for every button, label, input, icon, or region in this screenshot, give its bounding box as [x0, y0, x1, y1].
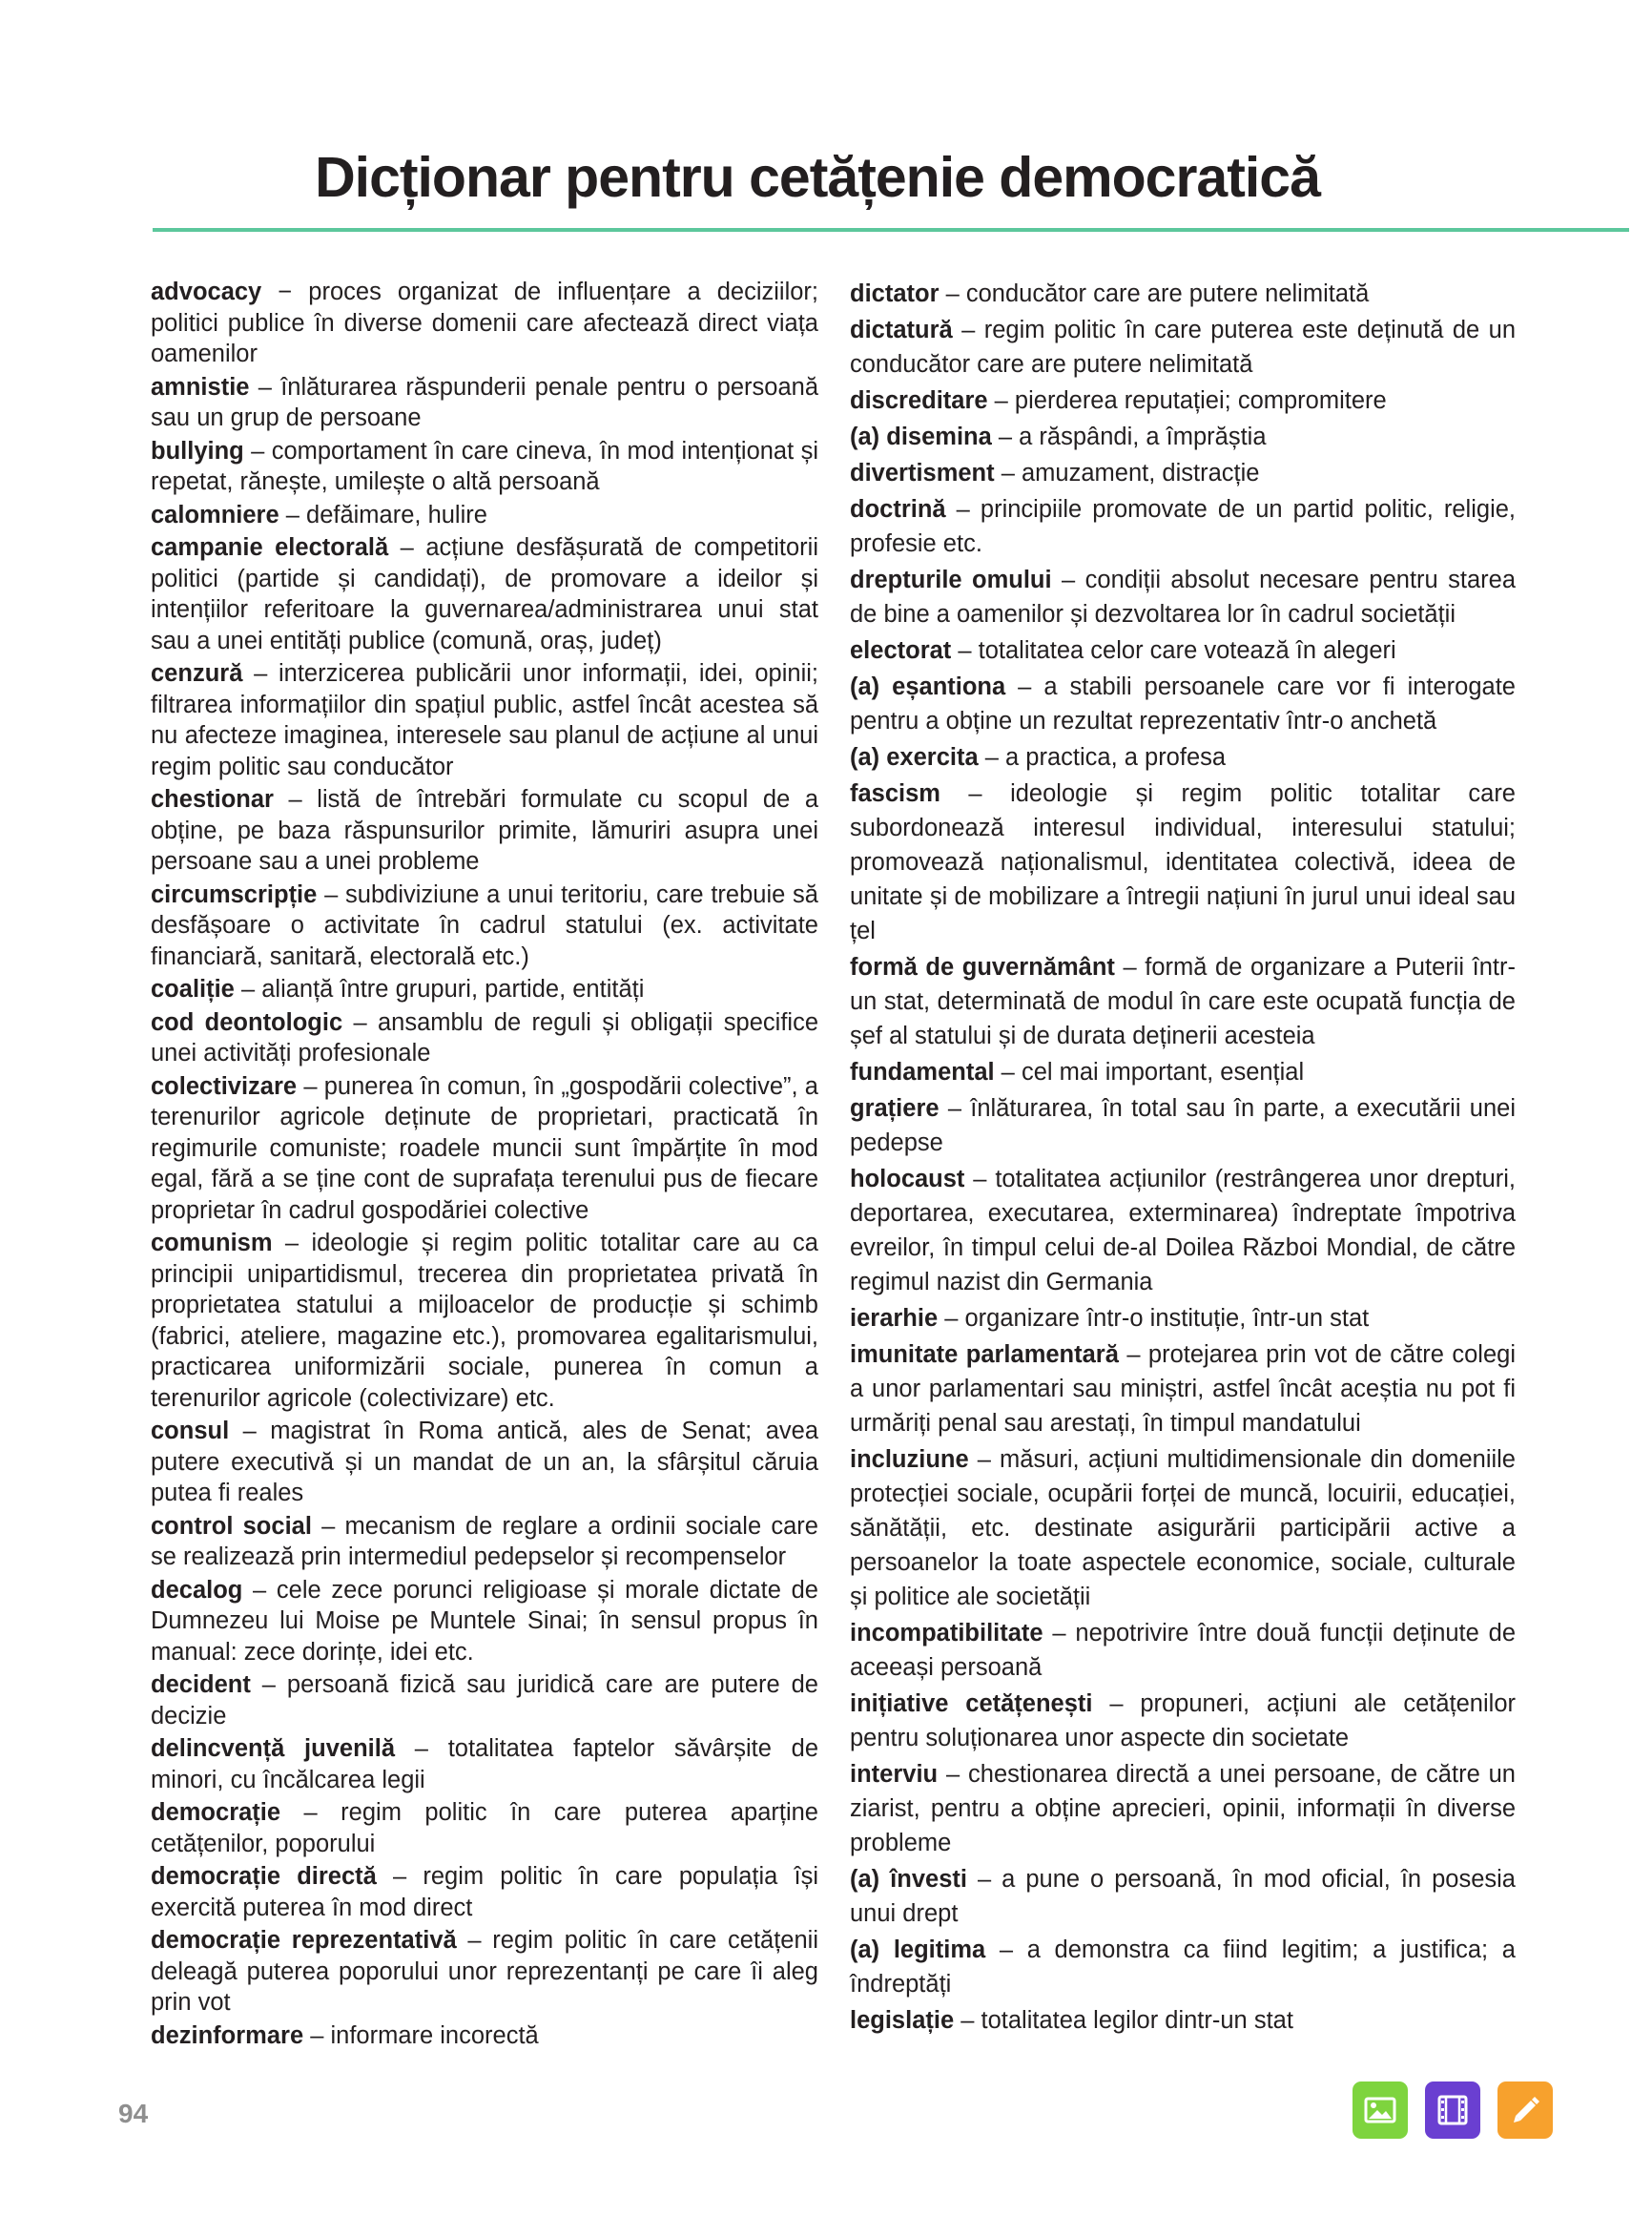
image-icon	[1361, 2091, 1399, 2129]
glossary-definition: – persoană fizică sau juridică care are putere de decizie	[151, 1671, 818, 1729]
glossary-entry	[151, 974, 818, 1005]
glossary-entry	[850, 1757, 1516, 1860]
glossary-entry	[151, 1797, 818, 1859]
glossary-entry	[151, 2020, 818, 2052]
glossary-definition: – a răspândi, a împrăștia	[991, 424, 1267, 450]
glossary-entry	[850, 1616, 1516, 1685]
glossary-entry	[151, 1071, 818, 1227]
page-title: Dicționar pentru cetățenie democratică	[315, 146, 1320, 209]
glossary-definition: – chestionarea directă a unei persoane, de către un ziarist, pentru a obține aprecieri, opinii, informații în diverse probleme	[850, 1761, 1516, 1856]
glossary-definition: – cel mai important, esențial	[994, 1059, 1305, 1086]
glossary-definition: – totalitatea faptelor săvârșite de minori, cu încălcarea legii	[151, 1735, 819, 1793]
glossary-term: (a) învesti	[850, 1866, 967, 1893]
edit-button[interactable]	[1497, 2081, 1553, 2139]
glossary-definition: – a practica, a profesa	[978, 744, 1227, 771]
glossary-term: advocacy	[151, 279, 262, 305]
glossary-definition: – acțiune desfășurată de competitorii politici (partide și candidați), de promovare a ideilor și intențiilor referitoare la guvernarea/administrarea unui stat sau a unei entități publice (comună, oraș, județ)	[151, 534, 819, 654]
glossary-term: amnistie	[151, 373, 250, 401]
glossary-definition: – informare incorectă	[303, 2021, 539, 2049]
glossary-definition: – a stabili persoanele care vor fi interogate pentru a obține un rezultat reprezentativ într-o anchetă	[850, 673, 1516, 735]
glossary-term: democrație reprezentativă	[151, 1927, 457, 1954]
title-underline	[153, 228, 1629, 232]
glossary-entry	[850, 563, 1516, 632]
image-button[interactable]	[1353, 2081, 1408, 2139]
glossary-term: colectivizare	[151, 1072, 298, 1100]
glossary-definition: – principiile promovate de un partid politic, religie, profesie etc.	[850, 496, 1516, 557]
glossary-term: ierarhie	[850, 1305, 939, 1332]
glossary-entry	[151, 784, 818, 878]
film-icon	[1434, 2091, 1472, 2129]
glossary-entry	[151, 1416, 818, 1509]
glossary-definition: – totalitatea legilor dintr-un stat	[954, 2007, 1293, 2034]
glossary-term: holocaust	[850, 1166, 965, 1192]
glossary-term: circumscripție	[151, 880, 318, 908]
pencil-icon	[1506, 2091, 1544, 2129]
glossary-entry	[151, 1861, 818, 1923]
glossary-term: dictatură	[850, 317, 953, 343]
glossary-definition: – regim politic în care populația își exercită puterea în mod direct	[151, 1863, 818, 1921]
glossary-definition: – cele zece porunci religioase și morale dictate de Dumnezeu lui Moise pe Muntele Sinai; în sensul propus în manual: zece dorințe, idei etc.	[151, 1576, 818, 1666]
glossary-entry	[850, 633, 1516, 668]
glossary-term: interviu	[850, 1761, 939, 1788]
glossary-term: control social	[151, 1512, 312, 1540]
glossary-term: (a) exercita	[850, 744, 979, 771]
right-column	[850, 277, 1516, 2040]
glossary-term: comunism	[151, 1230, 273, 1256]
glossary-definition: – punerea în comun, în „gospodării colective”, a terenurilor agricole deținute de proprietari, practicată în regimurile comuniste; roadele muncii sunt împărțite în mod egal, fără a se ține cont de suprafața terenului pus de fiecare proprietar în cadrul gospodăriei colective	[151, 1072, 818, 1224]
glossary-entry	[151, 1733, 818, 1795]
page-number: 94	[118, 2099, 149, 2128]
resource-buttons	[1353, 2081, 1553, 2139]
glossary-definition: – ideologie și regim politic totalitar care subordonează interesul individual, interesului statului; promovează naționalismul, identitatea colectivă, ideea de unitate și de mobilizare a întregii națiuni în jurul unui ideal sau țel	[850, 780, 1516, 944]
glossary-term: drepturile omului	[850, 567, 1052, 593]
glossary-term: inițiative cetățenești	[850, 1690, 1093, 1717]
glossary-term: formă de guvernământ	[850, 954, 1115, 981]
glossary-entry	[850, 1337, 1516, 1440]
glossary-definition: − proces organizat de influențare a deciziilor; politici publice în diverse domenii care afectează direct viața oamenilor	[151, 279, 818, 367]
glossary-entry	[151, 277, 818, 370]
glossary-definition: – protejarea prin vot de către colegi a unor parlamentari sau miniștri, astfel încât aceștia nu pot fi urmăriți penal sau arestați, în timpul mandatului	[850, 1341, 1516, 1437]
glossary-term: dictator	[850, 280, 940, 307]
glossary-entry	[850, 277, 1516, 311]
glossary-term: incompatibilitate	[850, 1620, 1043, 1646]
glossary-definition: – regim politic în care puterea aparține cetățenilor, poporului	[151, 1799, 818, 1857]
glossary-definition: – comportament în care cineva, în mod intenționat și repetat, rănește, umilește o altă persoană	[151, 437, 818, 495]
glossary-entry	[850, 1442, 1516, 1614]
glossary-term: fascism	[850, 780, 940, 807]
glossary-entry	[151, 436, 818, 498]
glossary-entry	[850, 740, 1516, 775]
glossary-definition: – a pune o persoană, în mod oficial, în posesia unui drept	[850, 1866, 1516, 1927]
glossary-definition: – amuzament, distracție	[994, 460, 1260, 487]
glossary-term: cod deontologic	[151, 1008, 343, 1036]
glossary-term: coaliție	[151, 976, 235, 1003]
glossary-definition: – formă de organizare a Puterii într-un stat, determinată de modul în care este ocupată funcția de șef al statului și de durata deținerii acesteia	[850, 954, 1517, 1049]
glossary-term: legislație	[850, 2007, 955, 2034]
glossary-term: fundamental	[850, 1059, 995, 1086]
glossary-entry	[850, 777, 1516, 948]
glossary-definition: – mecanism de reglare a ordinii sociale care se realizează prin intermediul pedepselor și recompenselor	[151, 1512, 818, 1570]
glossary-definition: – ansamblu de reguli și obligații specifice unei activități profesionale	[151, 1008, 818, 1067]
glossary-entry	[850, 420, 1516, 454]
glossary-term: incluziune	[850, 1446, 969, 1473]
glossary-entry	[151, 1925, 818, 2019]
video-button[interactable]	[1425, 2081, 1480, 2139]
glossary-entry	[151, 372, 818, 434]
glossary-entry	[850, 1162, 1516, 1299]
glossary-definition: – nepotrivire între două funcții deținute de aceeași persoană	[850, 1620, 1516, 1681]
glossary-definition: – conducător care are putere nelimitată	[939, 280, 1370, 307]
glossary-term: imunitate parlamentară	[850, 1341, 1119, 1368]
glossary-entry	[850, 1091, 1516, 1160]
glossary-term: calomniere	[151, 501, 279, 528]
glossary-term: divertisment	[850, 460, 995, 487]
glossary-term: democrație directă	[151, 1863, 377, 1890]
glossary-term: electorat	[850, 637, 952, 664]
glossary-entry	[151, 532, 818, 656]
glossary-definition: – condiții absolut necesare pentru starea de bine a oamenilor și dezvoltarea lor în cadrul societății	[850, 567, 1517, 628]
glossary-term: grațiere	[850, 1095, 940, 1122]
glossary-definition: – înlăturarea, în total sau în parte, a executării unei pedepse	[850, 1095, 1516, 1156]
glossary-definition: – propuneri, acțiuni ale cetățenilor pentru soluționarea unor aspecte din societate	[850, 1690, 1516, 1751]
glossary-definition: – organizare într-o instituție, într-un stat	[938, 1305, 1370, 1332]
glossary-term: chestionar	[151, 786, 274, 813]
glossary-definition: – măsuri, acțiuni multidimensionale din domeniile protecției sociale, ocupării forței de muncă, locuirii, educației, sănătății, etc. destinate asigurării participării active a persoanelor la toate aspectele economice, sociale, culturale și politice ale societății	[850, 1446, 1516, 1610]
glossary-definition: – listă de întrebări formulate cu scopul de a obține, pe baza răspunsurilor primite, lămuriri asupra unei persoane sau a unei probleme	[151, 786, 818, 875]
glossary-entry	[850, 313, 1516, 382]
glossary-term: campanie electorală	[151, 534, 389, 561]
glossary-entry	[151, 1511, 818, 1573]
glossary-definition: – pierderea reputației; compromitere	[987, 387, 1387, 414]
glossary-entry	[151, 1575, 818, 1668]
glossary-definition: – magistrat în Roma antică, ales de Senat; avea putere executivă și un mandat de un an, la sfârșitul căruia putea fi reales	[151, 1418, 818, 1506]
glossary-definition: – ideologie și regim politic totalitar care au ca principii unipartidismul, trecerea din proprietatea privată în proprietatea statului a mijloacelor de producție și schimb (fabrici, ateliere, magazine etc.), promovarea egalitarismului, practicarea uniformizării sociale, punerea în comun a terenurilor agricole (colectivizare) etc.	[151, 1230, 818, 1412]
glossary-entry	[850, 456, 1516, 490]
glossary-term: bullying	[151, 437, 244, 465]
glossary-term: democrație	[151, 1799, 281, 1826]
glossary-definition: – a demonstra ca fiind legitim; a justifica; a îndreptăți	[850, 1936, 1516, 1998]
glossary-entry	[151, 880, 818, 973]
glossary-entry	[850, 670, 1516, 738]
left-column	[151, 277, 818, 2053]
glossary-definition: – regim politic în care cetățenii deleagă puterea poporului unor reprezentanți pe care îi aleg prin vot	[151, 1927, 818, 2016]
glossary-definition: – subdiviziune a unui teritoriu, care trebuie să desfășoare o activitate în cadrul statului (ex. activitate financiară, sanitară, electorală etc.)	[151, 880, 818, 970]
glossary-entry	[850, 383, 1516, 418]
glossary-definition: – alianță între grupuri, partide, entități	[234, 976, 645, 1003]
glossary-term: decident	[151, 1671, 251, 1698]
glossary-entry	[151, 1228, 818, 1414]
glossary-entry	[850, 1687, 1516, 1755]
glossary-term: consul	[151, 1418, 230, 1444]
glossary-term: decalog	[151, 1576, 243, 1604]
glossary-term: dezinformare	[151, 2021, 304, 2049]
glossary-definition: – totalitatea acțiunilor (restrângerea unor drepturi, deportarea, executarea, exterminarea) îndreptate împotriva evreilor, în timpul celui de-al Doilea Război Mondial, de către regimul nazist din Germania	[850, 1166, 1516, 1295]
glossary-definition: – regim politic în care puterea este deținută de un conducător care are putere nelimitată	[850, 317, 1516, 378]
glossary-definition: – interzicerea publicării unor informații, idei, opinii; filtrarea informațiilor din spațiul public, astfel încât acestea să nu afecteze imaginea, interesele sau planul de acțiune al unui regim politic sau conducător	[151, 660, 818, 780]
glossary-entry	[850, 492, 1516, 561]
glossary-term: delincvență juvenilă	[151, 1735, 396, 1762]
glossary-entry	[850, 1055, 1516, 1089]
glossary-term: discreditare	[850, 387, 988, 414]
glossary-term: (a) legitima	[850, 1936, 986, 1963]
glossary-definition: – totalitatea celor care votează în alegeri	[951, 637, 1396, 664]
glossary-term: cenzură	[151, 660, 243, 687]
glossary-term: doctrină	[850, 496, 946, 523]
glossary-definition: – defăimare, hulire	[279, 501, 487, 528]
glossary-definition: – înlăturarea răspunderii penale pentru o persoană sau un grup de persoane	[151, 373, 818, 431]
glossary-entry	[850, 1862, 1516, 1931]
glossary-term: (a) eșantiona	[850, 673, 1006, 700]
glossary-entry	[151, 500, 818, 531]
glossary-entry	[151, 658, 818, 782]
glossary-entry	[850, 950, 1516, 1053]
glossary-entry	[850, 2003, 1516, 2038]
glossary-entry	[151, 1007, 818, 1069]
glossary-term: (a) disemina	[850, 424, 992, 450]
glossary-entry	[151, 1669, 818, 1731]
glossary-entry	[850, 1933, 1516, 2001]
glossary-entry	[850, 1301, 1516, 1336]
